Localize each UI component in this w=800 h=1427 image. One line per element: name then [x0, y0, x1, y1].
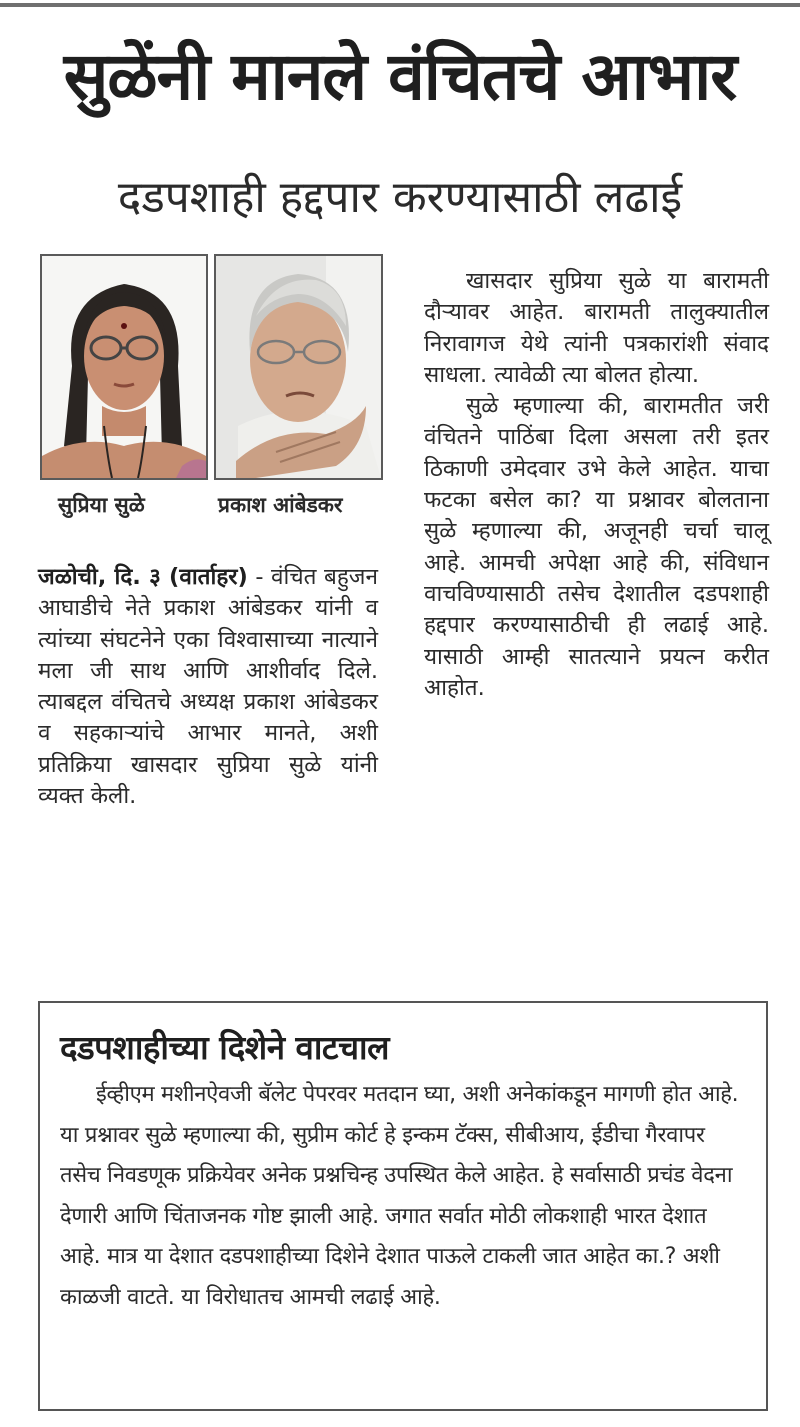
left-column	[38, 562, 378, 812]
right-column-paragraph-1: खासदार सुप्रिया सुळे या बारामती दौऱ्यावर आहेत. बारामती तालुक्यातील निरावागज येथे त्यांनी पत्रकारांशी संवाद साधला. त्यावेळी त्या बोलत होत्या.	[424, 268, 769, 388]
photo-supriya-sule	[40, 254, 208, 480]
headline: सुळेंनी मानले वंचितचे आभार	[63, 38, 737, 115]
photo-prakash-ambedkar	[214, 254, 383, 480]
portrait-man-image	[216, 256, 381, 478]
photo-caption-prakash-ambedkar: प्रकाश आंबेडकर	[218, 493, 343, 517]
sidebar-box-title: दडपशाहीच्या दिशेने वाटचाल	[60, 1028, 389, 1067]
photo-caption-supriya-sule: सुप्रिया सुळे	[58, 493, 145, 517]
portrait-woman-image	[42, 256, 206, 478]
sidebar-box	[38, 1001, 768, 1411]
dateline: जळोची, दि. ३ (वार्ताहर)	[38, 564, 248, 590]
left-column-body: - वंचित बहुजन आघाडीचे नेते प्रकाश आंबेडकर यांनी व त्यांच्या संघटनेने एका विश्वासाच्या नात्याने मला जी साथ आणि आशीर्वाद दिले. त्याबद्दल वंचितचे अध्यक्ष प्रकाश आंबेडकर व सहकाऱ्यांचे आभार मानते, अशी प्रतिक्रिया खासदार सुप्रिया सुळे यांनी व्यक्त केली.	[38, 564, 378, 810]
right-column	[424, 266, 769, 704]
sidebar-box-body	[60, 1075, 750, 1318]
top-rule	[0, 3, 800, 7]
subheadline: दडपशाही हद्दपार करण्यासाठी लढाई	[117, 172, 683, 223]
right-column-paragraph-2: सुळे म्हणाल्या की, बारामतीत जरी वंचितने पाठिंबा दिला असला तरी इतर ठिकाणी उमेदवार उभे केले आहेत. याचा फटका बसेल का? या प्रश्नावर बोलताना सुळे म्हणाल्या की, अजूनही चर्चा चालू आहे. आमची अपेक्षा आहे की, संविधान वाचविण्यासाठी तसेच देशातील दडपशाही हद्दपार करण्यासाठीची ही लढाई आहे. यासाठी आम्ही सातत्याने प्रयत्न करीत आहोत.	[424, 393, 769, 701]
left-column-paragraph	[38, 562, 378, 812]
sidebar-box-paragraph: ईव्हीएम मशीनऐवजी बॅलेट पेपरवर मतदान घ्या, अशी अनेकांकडून मागणी होत आहे. या प्रश्नावर सुळे म्हणाल्या की, सुप्रीम कोर्ट हे इन्कम टॅक्स, सीबीआय, ईडीचा गैरवापर तसेच निवडणूक प्रक्रियेवर अनेक प्रश्नचिन्ह उपस्थित केले आहेत. हे सर्वासाठी प्रचंड वेदना देणारी आणि चिंताजनक गोष्ट झाली आहे. जगात सर्वात मोठी लोकशाही भारत देशात आहे. मात्र या देशात दडपशाहीच्या दिशेने देशात पाऊले टाकली जात आहेत का.? अशी काळजी वाटते. या विरोधातच आमची लढाई आहे.	[60, 1082, 739, 1310]
